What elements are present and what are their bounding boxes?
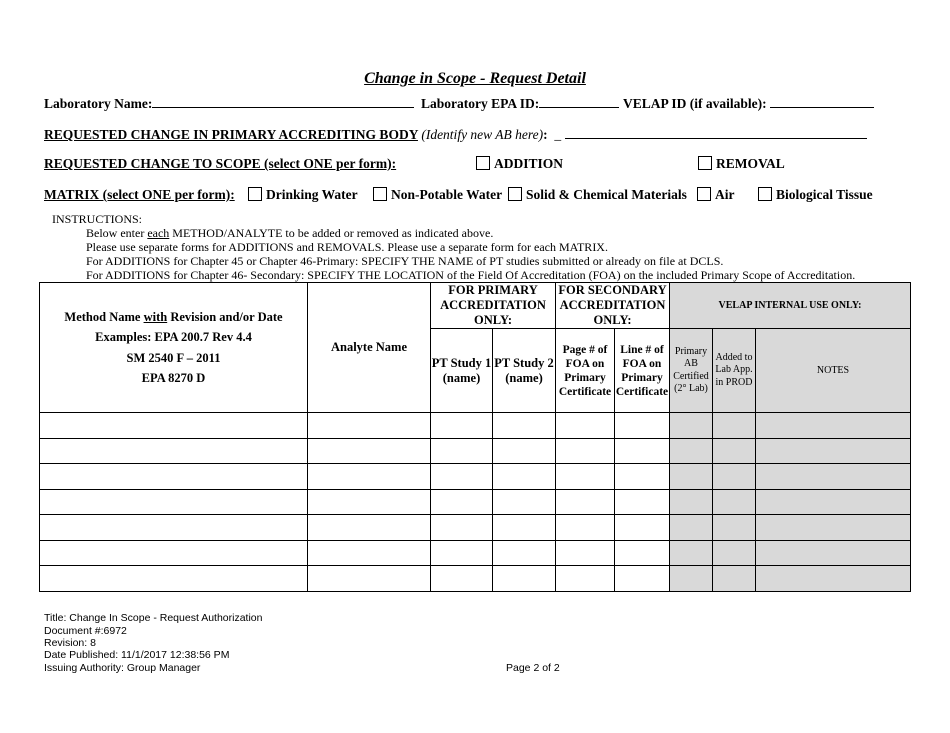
table-cell[interactable]: [556, 489, 615, 515]
table-cell[interactable]: [556, 540, 615, 566]
primary-ab-field: [44, 126, 867, 143]
notes-header: NOTES: [756, 329, 911, 413]
table-cell[interactable]: [431, 464, 493, 490]
table-cell[interactable]: [670, 464, 713, 490]
method-header-line-1: [40, 307, 307, 328]
primary-ab-hint: (Identify new AB here): [421, 127, 544, 142]
removal-option[interactable]: [698, 156, 785, 172]
primary-ab-input[interactable]: [565, 126, 867, 139]
footer-document: Document #:6972: [44, 625, 127, 637]
instruction-line-2: Please use separate forms for ADDITIONS and REMOVALS. Please use a separate form for each MATRIX.: [86, 240, 608, 254]
table-cell[interactable]: [556, 438, 615, 464]
table-cell[interactable]: [493, 515, 556, 541]
table-cell[interactable]: [756, 489, 911, 515]
table-cell[interactable]: [556, 464, 615, 490]
table-cell[interactable]: [431, 566, 493, 592]
table-cell[interactable]: [670, 489, 713, 515]
table-cell[interactable]: [756, 566, 911, 592]
addition-checkbox[interactable]: [476, 156, 490, 170]
table-cell[interactable]: [493, 438, 556, 464]
removal-label: REMOVAL: [716, 156, 785, 171]
air-checkbox[interactable]: [697, 187, 711, 201]
secondary-accreditation-header: FOR SECONDARY ACCREDITATION ONLY:: [556, 283, 670, 329]
non-potable-water-label: Non-Potable Water: [391, 187, 503, 202]
table-cell[interactable]: [308, 540, 431, 566]
instruction-line-1-emphasis: each: [147, 226, 170, 240]
table-cell[interactable]: [615, 413, 670, 439]
table-cell[interactable]: [493, 566, 556, 592]
matrix-option-drinking-water[interactable]: [248, 187, 358, 203]
method-header-emphasis: with: [143, 309, 168, 324]
table-cell[interactable]: [756, 540, 911, 566]
instruction-line-1: [86, 226, 493, 241]
lab-epa-id-input[interactable]: [539, 95, 619, 108]
table-cell[interactable]: [493, 464, 556, 490]
table-cell[interactable]: [713, 489, 756, 515]
primary-accreditation-header: FOR PRIMARY ACCREDITATION ONLY:: [431, 283, 556, 329]
table-cell[interactable]: [308, 515, 431, 541]
table-cell[interactable]: [713, 515, 756, 541]
table-cell[interactable]: [308, 464, 431, 490]
footer-revision: Revision: 8: [44, 637, 96, 649]
method-header-line-4: EPA 8270 D: [141, 371, 206, 385]
table-cell[interactable]: [40, 540, 308, 566]
table-cell[interactable]: [40, 413, 308, 439]
table-cell[interactable]: [615, 540, 670, 566]
table-cell[interactable]: [308, 566, 431, 592]
drinking-water-checkbox[interactable]: [248, 187, 262, 201]
addition-option[interactable]: [476, 156, 563, 172]
table-cell[interactable]: [431, 515, 493, 541]
table-cell[interactable]: [493, 413, 556, 439]
table-cell[interactable]: [556, 413, 615, 439]
table-cell[interactable]: [670, 438, 713, 464]
table-cell[interactable]: [431, 489, 493, 515]
matrix-label: MATRIX (select ONE per form):: [44, 187, 235, 202]
table-cell[interactable]: [431, 540, 493, 566]
table-cell[interactable]: [40, 438, 308, 464]
method-header-line-3: SM 2540 F – 2011: [126, 350, 221, 365]
matrix-option-biological-tissue[interactable]: [758, 187, 873, 203]
table-cell[interactable]: [756, 464, 911, 490]
removal-checkbox[interactable]: [698, 156, 712, 170]
footer-date-published: Date Published: 11/1/2017 12:38:56 PM: [44, 649, 230, 661]
table-cell[interactable]: [431, 438, 493, 464]
table-cell[interactable]: [308, 489, 431, 515]
line-foa-header: Line # of FOA on Primary Certificate: [615, 329, 670, 413]
pt-study-1-header: PT Study 1 (name): [431, 329, 493, 413]
method-header-line-2: Examples: EPA 200.7 Rev 4.4: [95, 330, 252, 344]
analyte-header: Analyte Name: [308, 283, 431, 413]
velap-id-label: VELAP ID (if available):: [623, 96, 767, 111]
primary-ab-label: REQUESTED CHANGE IN PRIMARY ACCREDITING BODY: [44, 127, 418, 142]
table-body: [40, 413, 911, 592]
solid-chemical-label: Solid & Chemical Materials: [526, 187, 687, 202]
lab-epa-id-label: Laboratory EPA ID:: [421, 96, 540, 111]
table-cell[interactable]: [615, 489, 670, 515]
table-cell[interactable]: [40, 464, 308, 490]
table-row: [40, 489, 911, 515]
page-foa-header: Page # of FOA on Primary Certificate: [556, 329, 615, 413]
table-cell[interactable]: [493, 540, 556, 566]
instruction-line-1-post: METHOD/ANALYTE to be added or removed as indicated above.: [169, 226, 494, 240]
matrix-option-solid-chemical[interactable]: [508, 187, 687, 203]
table-cell[interactable]: [756, 438, 911, 464]
velap-internal-header: VELAP INTERNAL USE ONLY:: [670, 283, 911, 329]
table-row: [40, 438, 911, 464]
table-cell[interactable]: [308, 438, 431, 464]
instruction-line-3: For ADDITIONS for Chapter 45 or Chapter 46-Primary: SPECIFY THE NAME of PT studies submitted or already on file at DCLS.: [86, 254, 724, 268]
table-row: [40, 413, 911, 439]
primary-ab-colon: :: [543, 127, 548, 142]
table-cell[interactable]: [713, 540, 756, 566]
page-title: Change in Scope - Request Detail: [364, 70, 586, 87]
table-cell[interactable]: [670, 413, 713, 439]
table-cell[interactable]: [670, 515, 713, 541]
lab-name-input[interactable]: [152, 95, 414, 108]
primary-ab-certified-header: Primary AB Certified (2° Lab): [670, 329, 713, 413]
velap-id-field: [623, 95, 874, 112]
scope-label: REQUESTED CHANGE TO SCOPE (select ONE per form):: [44, 156, 397, 171]
table-cell[interactable]: [615, 566, 670, 592]
table-row: [40, 464, 911, 490]
table-row: [40, 515, 911, 541]
air-label: Air: [715, 187, 735, 202]
added-to-lab-header: Added to Lab App. in PROD: [713, 329, 756, 413]
table-cell[interactable]: [40, 515, 308, 541]
instructions-heading: INSTRUCTIONS:: [52, 212, 143, 226]
non-potable-water-checkbox[interactable]: [373, 187, 387, 201]
table-cell[interactable]: [615, 464, 670, 490]
instruction-line-1-pre: Below enter: [86, 226, 148, 240]
method-header: [40, 283, 308, 413]
lab-name-label: Laboratory Name:: [44, 96, 153, 111]
table-cell[interactable]: [40, 489, 308, 515]
table-cell[interactable]: [556, 515, 615, 541]
pt-study-2-header: PT Study 2 (name): [493, 329, 556, 413]
addition-label: ADDITION: [494, 156, 564, 171]
table-cell[interactable]: [713, 413, 756, 439]
table-row: [40, 566, 911, 592]
lab-name-field: [44, 95, 414, 112]
table-cell[interactable]: [308, 413, 431, 439]
drinking-water-label: Drinking Water: [266, 187, 358, 202]
biological-tissue-label: Biological Tissue: [776, 187, 873, 202]
table-cell[interactable]: [670, 540, 713, 566]
velap-id-input[interactable]: [770, 95, 874, 108]
table-cell[interactable]: [40, 566, 308, 592]
table-cell[interactable]: [713, 464, 756, 490]
footer-title: Title: Change In Scope - Request Authorization: [44, 612, 263, 624]
table-cell[interactable]: [670, 566, 713, 592]
table-cell[interactable]: [615, 438, 670, 464]
primary-ab-dash: _: [554, 127, 562, 142]
matrix-option-air[interactable]: [697, 187, 735, 203]
lab-epa-id-field: [421, 95, 619, 112]
method-header-post: Revision and/or Date: [167, 309, 283, 324]
page-number: Page 2 of 2: [506, 662, 560, 674]
biological-tissue-checkbox[interactable]: [758, 187, 772, 201]
matrix-option-non-potable-water[interactable]: [373, 187, 502, 203]
table-cell[interactable]: [713, 438, 756, 464]
instruction-line-4: For ADDITIONS for Chapter 46- Secondary: SPECIFY THE LOCATION of the Field Of Accreditation (FOA) on the included Primary Scope of Accreditation.: [86, 268, 856, 282]
table-cell[interactable]: [493, 489, 556, 515]
table-cell[interactable]: [431, 413, 493, 439]
scope-table: [39, 282, 911, 592]
table-cell[interactable]: [556, 566, 615, 592]
table-cell[interactable]: [615, 515, 670, 541]
footer-issuing-authority: Issuing Authority: Group Manager: [44, 662, 201, 674]
table-cell[interactable]: [756, 413, 911, 439]
solid-chemical-checkbox[interactable]: [508, 187, 522, 201]
table-row: [40, 540, 911, 566]
method-header-pre: Method Name: [64, 309, 144, 324]
table-cell[interactable]: [756, 515, 911, 541]
table-cell[interactable]: [713, 566, 756, 592]
